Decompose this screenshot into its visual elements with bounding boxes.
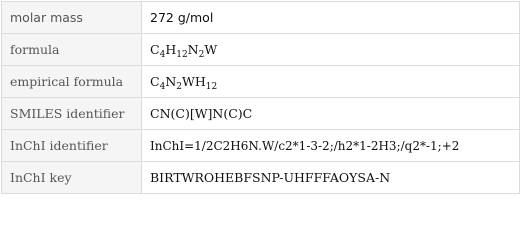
formula-element: H — [194, 74, 206, 89]
formula-element: C — [150, 74, 160, 89]
row-label-inchi: InChI identifier — [2, 130, 142, 162]
formula-subscript: 4 — [159, 82, 166, 92]
molar-mass-value — [142, 2, 520, 34]
inchi-value: InChI=1/2C2H6N.W/c2*1-3-2;/h2*1-2H3;/q2*-1;+2 — [142, 130, 520, 162]
row-label-smiles: SMILES identifier — [2, 98, 142, 130]
smiles-value: CN(C)[W]N(C)C — [142, 98, 520, 130]
formula-subscript: 2 — [198, 50, 205, 60]
formula-subscript: 12 — [176, 50, 188, 60]
empirical-formula-value — [142, 66, 520, 98]
table-row-inchi — [2, 130, 520, 162]
table-row-formula — [2, 34, 520, 66]
table-row-molar-mass — [2, 2, 520, 34]
formula-element: W — [204, 42, 218, 57]
molar-mass-number: 272 — [150, 10, 174, 25]
formula-element: C — [150, 42, 160, 57]
formula-element: N — [187, 42, 199, 57]
table-row-inchi-key — [2, 162, 520, 194]
formula-element: N — [165, 74, 177, 89]
inchi-key-value: BIRTWROHEBFSNP-UHFFFAOYSA-N — [142, 162, 520, 194]
formula-subscript: 4 — [159, 50, 166, 60]
molar-mass-unit: g/mol — [177, 10, 214, 25]
formula-subscript: 2 — [176, 82, 182, 92]
row-label-molar-mass: molar mass — [2, 2, 142, 34]
formula-element: H — [165, 42, 177, 57]
row-label-empirical-formula: empirical formula — [2, 66, 142, 98]
formula-element: W — [181, 74, 195, 89]
formula-subscript: 12 — [205, 82, 218, 92]
row-label-formula: formula — [2, 34, 142, 66]
row-label-inchi-key: InChI key — [2, 162, 142, 194]
properties-table — [1, 1, 520, 194]
table-row-empirical-formula — [2, 66, 520, 98]
formula-value — [142, 34, 520, 66]
table-row-smiles — [2, 98, 520, 130]
